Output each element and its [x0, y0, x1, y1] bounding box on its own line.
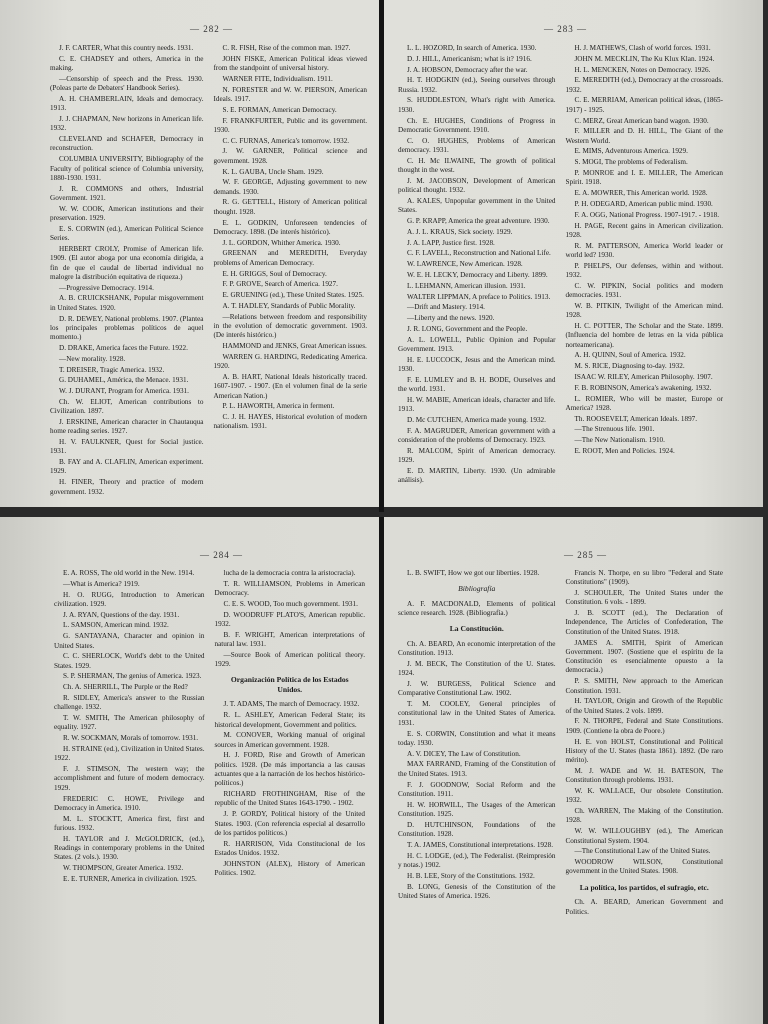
- column-left: [54, 569, 205, 886]
- bibliography-entry: F. P. GROVE, Search of America. 1927.: [222, 280, 338, 289]
- bibliography-entry: D. R. DEWEY, National problems. 1907. (Plantea los principales problemas políticos de aquel momento.): [50, 314, 204, 342]
- bibliography-entry: H. C. LODGE, (ed.), The Federalist. (Reimpresión y notas.) 1902.: [398, 851, 556, 869]
- bibliography-entry: D. J. HILL, Americanism; what is it? 1916.: [407, 54, 532, 63]
- entry-group: [566, 898, 724, 917]
- bibliography-entry: W. B. PITKIN, Twilight of the American mind. 1928.: [565, 301, 723, 320]
- bibliography-entry: —Relations between freedom and responsibility in the evolution of democratic government. 1903. (De interés histórico.): [213, 312, 367, 340]
- bibliography-entry: Ch. A. SHERRILL, The Purple or the Red?: [63, 683, 188, 692]
- bibliography-entry: —Censorship of speech and the Press. 1930. (Poleas parte de Debaters' Handbook Series).: [50, 74, 204, 93]
- bibliography-entry: G. SANTAYANA, Character and opinion in United States.: [54, 632, 205, 650]
- bibliography-entry: C. E. S. WOOD, Too much government. 1931.: [223, 599, 358, 608]
- bibliography-entry: D. Mc CUTCHEN, America made young. 1932.: [407, 416, 546, 425]
- column-right: [566, 569, 724, 918]
- bibliography-entry: A. KALES, Unpopular government in the United States.: [398, 196, 556, 215]
- bibliography-entry: J. W. GARNER, Political science and government. 1928.: [213, 147, 367, 165]
- bibliography-entry: R. MALCOM, Spirit of American democracy. 1929.: [398, 447, 556, 465]
- bibliography-entry: T. R. WILLIAMSON, Problems in American Democracy.: [214, 579, 365, 598]
- entry-group: [566, 569, 724, 877]
- bibliography-entry: C. C. FURNAS, America's tomorrow. 1932.: [222, 136, 350, 145]
- page-285: [384, 517, 763, 1024]
- bibliography-entry: lucha de la democracia contra la aristocracia).: [223, 569, 356, 577]
- bibliography-entry: Ch. A. BEARD, American Government and Politics.: [565, 898, 723, 916]
- bibliography-entry: T. W. SMITH, The American philosophy of equality. 1927.: [54, 714, 205, 732]
- bibliography-entry: JOHN FISKE, American Political ideas viewed from the standpoint of universal history.: [213, 54, 367, 73]
- bibliography-entry: A. J. L. KRAUS, Sick society. 1929.: [407, 227, 513, 236]
- bibliography-entry: J. SCHOULER, The United States under the Constitution. 6 vols. - 1899.: [565, 589, 723, 607]
- bibliography-entry: Francis N. Thorpe, en su libro "Federal and State Constitutions" (1909).: [565, 569, 723, 587]
- bibliography-entry: C. MERZ, Great American band wagon. 1930.: [574, 116, 709, 125]
- page-number: — 283 —: [544, 24, 587, 34]
- bibliography-entry: E. H. GRIGGS, Soul of Democracy.: [222, 269, 327, 278]
- page-number: — 284 —: [200, 550, 243, 560]
- bibliography-entry: W. J. DURANT, Program for America. 1931.: [59, 387, 189, 396]
- bibliography-entry: E. MIMS, Adventurous America. 1929.: [574, 147, 688, 156]
- bibliography-entry: H. J. MATHEWS, Clash of world forces. 1931.: [574, 44, 711, 52]
- bibliography-entry: HAMMOND and JENKS, Great American issues.: [222, 342, 367, 351]
- bibliography-entry: S. MOGI, The problems of Federalism.: [574, 158, 688, 167]
- bibliography-entry: H. V. FAULKNER, Quest for Social justice. 1931.: [50, 438, 204, 456]
- bibliography-entry: COLUMBIA UNIVERSITY, Bibliography of the Faculty of political science of Columbia university, 1880-1930. 1931.: [50, 155, 204, 182]
- bibliography-entry: J. J. CHAPMAN, New horizons in American life. 1932.: [50, 115, 204, 133]
- bibliography-entry: —The Strenuous life. 1901.: [574, 425, 655, 434]
- bibliography-entry: J. M. BECK, The Constitution of the U. States. 1924.: [398, 659, 556, 678]
- book-spine: [379, 0, 384, 512]
- bibliography-entry: —New morality. 1928.: [59, 354, 126, 363]
- bibliography-entry: —The Constitutional Law of the United States.: [574, 847, 711, 856]
- column-left: [398, 569, 556, 918]
- bibliography-entry: M. CONOVER, Working manual of original sources in American government. 1928.: [214, 731, 365, 749]
- page-282: [0, 0, 379, 507]
- bibliography-entry: H. O. RUGG, Introduction to American civilization. 1929.: [54, 590, 205, 608]
- bibliography-entry: L. L. HOZORD, In search of America. 1930.: [407, 44, 537, 52]
- bibliography-entry: E. ROOT, Men and Policies. 1924.: [574, 447, 675, 456]
- bibliography-entry: D. DRAKE, America faces the Future. 1922.: [59, 343, 188, 352]
- bibliography-entry: N. FORESTER and W. W. PIERSON, American Ideals. 1917.: [213, 85, 367, 103]
- bibliography-entry: H. TAYLOR and J. McGOLDRICK, (ed.), Readings in contemporary problems in the United States. (2 vols.). 1930.: [54, 834, 205, 862]
- bibliography-entry: W. F. GEORGE, Adjusting government to new demands. 1930.: [213, 178, 367, 196]
- bibliography-entry: Ch. A. BEARD, An economic interpretation of the Constitution. 1913.: [398, 639, 556, 658]
- bibliography-entry: R. G. GETTELL, History of American political thought. 1928.: [213, 198, 367, 216]
- bibliography-entry: CLEVELAND and SCHAFER, Democracy in reconstruction.: [50, 135, 204, 153]
- bibliography-entry: WARREN G. HARDING, Rededicating America. 1920.: [213, 352, 367, 371]
- bibliography-entry: H. C. POTTER, The Scholar and the State. 1899. (Influencia del hombre de letras en la vida pública norteamericana).: [565, 322, 723, 349]
- bibliography-entry: R. HARRISON, Vida Constitucional de los Estados Unidos. 1932.: [214, 839, 365, 857]
- bibliography-entry: R. M. PATTERSON, America World leader or world led? 1930.: [565, 241, 723, 259]
- page-number: — 282 —: [190, 24, 233, 34]
- bibliography-entry: B. LONG, Genesis of the Constitution of the United States of America. 1926.: [398, 882, 556, 900]
- bibliography-entry: G. DUHAMEL, América, the Menace. 1931.: [59, 376, 189, 385]
- column-right: [566, 44, 724, 487]
- bibliography-entry: RICHARD FROTHINGHAM, Rise of the republic of the United States 1643-1790. - 1902.: [214, 790, 365, 808]
- book-spine: [379, 517, 384, 1024]
- bibliography-entry: S. E. FORMAN, American Democracy.: [222, 105, 337, 114]
- section-title: La política, los partidos, el sufragio, etc.: [579, 882, 709, 892]
- bibliography-entry: A. H. CHAMBERLAIN, Ideals and democracy. 1913.: [50, 94, 204, 113]
- bibliography-entry: M. L. STOCKTT, America first, first and furious. 1932.: [54, 814, 205, 832]
- bibliography-entry: —Liberty and the news. 1920.: [407, 314, 495, 323]
- bibliography-entry: MAX FARRAND, Framing of the Constitution of the United States. 1913.: [398, 760, 556, 778]
- bibliography-entry: W. THOMPSON, Greater America. 1932.: [63, 864, 184, 873]
- bibliography-entry: H. L. MENCKEN, Notes on Democracy. 1926.: [574, 65, 711, 74]
- bibliography-entry: JOHNSTON (ALEX), History of American Politics. 1902.: [214, 859, 365, 878]
- bibliography-entry: B. F. WRIGHT, American interpretations of natural law. 1931.: [214, 630, 365, 649]
- entry-group: [215, 700, 366, 878]
- bibliography-entry: S. P. SHERMAN, The genius of America. 1923.: [63, 672, 202, 681]
- page-columns: [50, 44, 367, 498]
- bibliography-entry: WARNER FITE, Individualism. 1911.: [222, 74, 333, 83]
- page-283: [384, 0, 763, 507]
- bibliography-entry: J. R. LONG, Government and the People.: [407, 325, 528, 334]
- bibliography-entry: H. TAYLOR, Origin and Growth of the Republic of the United States. 2 vols. 1899.: [565, 697, 723, 715]
- bibliography-entry: K. L. GAUBA, Uncle Sham. 1929.: [222, 167, 324, 176]
- bibliography-entry: L. ROMIER, Who will be master, Europe or America? 1928.: [565, 394, 723, 412]
- page-columns: [398, 44, 723, 487]
- bibliography-entry: WALTER LIPPMAN, A preface to Politics. 1913.: [407, 292, 551, 301]
- bibliography-entry: J. F. CARTER, What this country needs. 1931.: [59, 44, 194, 52]
- bibliography-entry: W. W. COOK, American institutions and their preservation. 1929.: [50, 204, 204, 223]
- bibliography-entry: C. J. H. HAYES, Historical evolution of modern nationalism. 1931.: [213, 413, 367, 431]
- bibliography-entry: E. D. MARTIN, Liberty. 1930. (Un admirable análisis).: [398, 467, 556, 485]
- entry-group: [398, 640, 556, 901]
- bibliography-entry: C. F. LAVELL, Reconstruction and National Life.: [407, 249, 551, 258]
- bibliography-entry: W. W. WILLOUGHBY (ed.), The American Constitutional System. 1904.: [565, 827, 723, 845]
- bibliography-entry: A. H. QUINN, Soul of America. 1932.: [574, 351, 686, 360]
- bibliography-entry: M. J. WADE and W. H. BATESON, The Constitution through problems. 1931.: [565, 766, 723, 785]
- bibliography-entry: HERBERT CROLY, Promise of American life. 1909. (El autor aboga por una economía dirigida, a fin de que el caudal de libertad individual no malogre la distribución equitativa de riqueza.): [50, 244, 204, 281]
- bibliography-entry: E. L. GODKIN, Unforeseen tendencies of Democracy. 1898. (De interés histórico).: [213, 218, 367, 236]
- bibliography-entry: JAMES A. SMITH, Spirit of American Government. 1907. (Sostiene que el espíritu de la Constitución es esencialmente opuesto a la democracia.): [565, 638, 723, 675]
- bibliography-entry: —What is America? 1919.: [63, 579, 140, 588]
- bibliography-entry: P. MONROE and I. E. MILLER, The American Spirit. 1918.: [565, 169, 723, 187]
- bibliography-entry: J. B. SCOTT (ed.), The Declaration of Independence, The Articles of Confederation, The Constitution of the United States. 1918.: [565, 609, 723, 636]
- column-right: [214, 44, 368, 498]
- bibliography-entry: J. M. JACOBSON, Development of American political thought. 1932.: [398, 176, 556, 195]
- bibliography-entry: H. T. HODGKIN (ed.), Seeing ourselves through Russia. 1932.: [398, 76, 556, 94]
- bibliography-entry: E. MEREDITH (ed.), Democracy at the crossroads. 1932.: [565, 76, 723, 94]
- column-right: [215, 569, 366, 886]
- bibliography-entry: J. T. ADAMS, The march of Democracy. 1932.: [223, 700, 360, 709]
- column-left: [50, 44, 204, 498]
- bibliography-entry: E. S. CORWIN (ed.), American Political Science Series.: [50, 224, 204, 243]
- bibliography-entry: —Source Book of American political theory. 1929.: [214, 650, 365, 669]
- bibliography-entry: A. T. HADLEY, Standards of Public Morality.: [222, 301, 356, 310]
- bibliography-entry: A. L. LOWELL, Public Opinion and Popular Government. 1913.: [398, 335, 556, 354]
- bibliography-entry: Th. ROOSEVELT, American Ideals. 1897.: [574, 414, 698, 423]
- bibliography-entry: C. W. PIPKIN, Social politics and modern democracies. 1931.: [565, 281, 723, 300]
- bibliography-entry: H. PAGE, Recent gains in American civilization. 1928.: [565, 221, 723, 239]
- bibliography-entry: R. L. ASHLEY, American Federal State; its historical development, Government and politics.: [214, 711, 365, 729]
- bibliography-entry: E. E. TURNER, America in civilization. 1925.: [63, 874, 197, 883]
- bibliography-entry: J. ERSKINE, American character in Chautauqua home reading series. 1927.: [50, 417, 204, 436]
- bibliography-entry: C. H. Mc ILWAINE, The growth of political thought in the west.: [398, 156, 556, 175]
- bibliography-entry: C. R. FISH, Rise of the common man. 1927.: [222, 44, 351, 52]
- bibliography-entry: H. E. LUCCOCK, Jesus and the American mind. 1930.: [398, 355, 556, 374]
- bibliography-entry: J. A. RYAN, Questions of the day. 1931.: [63, 610, 180, 619]
- bibliography-entry: ISAAC W. RILEY, American Philosophy. 1907.: [574, 373, 713, 381]
- bibliography-entry: F. N. THORPE, Federal and State Constitutions. 1909. (Contiene la obra de Poore.): [565, 717, 723, 735]
- entry-group: [398, 569, 556, 578]
- bibliography-entry: B. FAY and A. CLAFLIN, American experiment. 1929.: [50, 458, 204, 476]
- bibliography-entry: L. SAMSON, American mind. 1932.: [63, 621, 169, 630]
- bibliography-entry: G. P. KRAPP, America the great adventure. 1930.: [407, 217, 550, 226]
- bibliography-entry: F. B. ROBINSON, America's awakening. 1932.: [574, 383, 712, 392]
- bibliography-entry: H. W. MABIE, American ideals, character and life. 1913.: [398, 396, 556, 414]
- bibliography-entry: S. HUDDLESTON, What's right with America. 1930.: [398, 96, 556, 114]
- bibliography-entry: D. WOODRUFF PLATO'S, American republic. 1932.: [214, 610, 365, 628]
- bibliography-entry: E. A. ROSS, The old world in the New. 1914.: [63, 569, 195, 577]
- bibliography-entry: J. P. GORDY, Political history of the United States. 1903. (Con referencia especial al desarrollo de los partidos políticos.): [214, 810, 365, 837]
- bibliography-entry: —Drift and Mastery. 1914.: [407, 303, 485, 312]
- bibliography-entry: H. B. LEE, Story of the Constitutions. 1932.: [407, 871, 535, 880]
- bibliography-entry: E. GRUENING (ed.), These United States. 1925.: [222, 291, 364, 300]
- bibliography-entry: J. R. COMMONS and others, Industrial Government. 1921.: [50, 184, 204, 202]
- bibliography-entry: P. S. SMITH, New approach to the American Constitution. 1931.: [565, 677, 723, 695]
- bibliography-entry: A. F. MACDONALD, Elements of political science research. 1928. (Bibliografía.): [398, 599, 556, 618]
- bibliography-entry: F. E. LUMLEY and B. H. BODE, Ourselves and the world. 1931.: [398, 376, 556, 394]
- bibliography-entry: W. E. H. LECKY, Democracy and Liberty. 1899.: [407, 271, 548, 280]
- bibliography-entry: T. M. COOLEY, General principles of constitutional law in the United States of America. 1931.: [398, 700, 556, 727]
- bibliography-entry: F. FRANKFURTER, Public and its government. 1930.: [213, 116, 367, 134]
- page-284: [0, 517, 379, 1024]
- section-title: La Constitución.: [449, 624, 504, 634]
- bibliography-entry: F. J. GOODNOW, Social Reform and the Constitution. 1911.: [398, 780, 556, 798]
- section-title: Organización Política de los Estados Unidos.: [230, 675, 349, 694]
- bibliography-entry: R. SIDLEY, America's answer to the Russian challenge. 1932.: [54, 694, 205, 712]
- bibliography-entry: L. B. SWIFT, How we got our liberties. 1928.: [407, 569, 540, 577]
- bibliography-entry: F. A. MAGRUDER, American government with a consideration of the problems of Democracy. 1923.: [398, 426, 556, 445]
- page-columns: [54, 569, 365, 886]
- bibliography-entry: FREDERIC C. HOWE, Privilege and Democracy in America. 1910.: [54, 794, 205, 812]
- bibliography-entry: T. A. JAMES, Constitutional interpretations. 1928.: [407, 840, 554, 849]
- bibliography-entry: L. LEHMANN, American illusion. 1931.: [407, 281, 526, 290]
- bibliography-entry: P. L. HAWORTH, America in ferment.: [222, 402, 335, 411]
- entry-group: [398, 600, 556, 619]
- bibliography-entry: F. MILLER and D. H. HILL, The Giant of the Western World.: [565, 127, 723, 145]
- bibliography-entry: Ch. W. ELIOT, American contributions to Civilization. 1897.: [50, 397, 204, 416]
- column-left: [398, 44, 556, 487]
- bibliography-entry: E. A. MOWRER, This American world. 1928.: [574, 189, 708, 198]
- bibliography-entry: E. S. CORWIN, Constitution and what it means today. 1930.: [398, 729, 556, 747]
- bibliography-entry: A. B. CRUICKSHANK, Popular misgovernment in United States. 1920.: [50, 294, 204, 312]
- page-number: — 285 —: [564, 550, 607, 560]
- bibliography-entry: H. W. HORWILL, The Usages of the American Constitution. 1925.: [398, 800, 556, 818]
- bibliography-entry: C. O. HUGHES, Problems of American democracy. 1931.: [398, 136, 556, 154]
- bibliography-entry: GREENAN and MEREDITH, Everyday problems of American Democracy.: [213, 249, 367, 267]
- bibliography-entry: J. A. LAPP, Justice first. 1928.: [407, 238, 495, 247]
- page-columns: [398, 569, 723, 918]
- bibliography-entry: W. LAWRENCE, New American. 1928.: [407, 260, 523, 269]
- entry-group: [215, 569, 366, 669]
- bibliography-entry: Ch. WARREN, The Making of the Constitution. 1928.: [565, 807, 723, 825]
- bibliography-entry: A. B. HART, National Ideals historically traced. 1607-1907. - 1907. (En el volumen final de la serie American Nation.): [213, 373, 367, 400]
- bibliography-entry: D. HUTCHINSON, Foundations of the Constitution. 1928.: [398, 820, 556, 839]
- bibliography-entry: F. A. OGG, National Progress. 1907-1917. - 1918.: [574, 210, 720, 219]
- bibliography-entry: C. E. MERRIAM, American political ideas, (1865-1917) - 1925.: [565, 96, 723, 114]
- bibliography-entry: Ch. E. HUGHES, Conditions of Progress in Democratic Government. 1910.: [398, 116, 556, 134]
- bibliography-entry: R. W. SOCKMAN, Morals of tomorrow. 1931.: [63, 734, 199, 743]
- bibliography-entry: JOHN M. MECKLIN, The Ku Klux Klan. 1924.: [574, 54, 715, 63]
- bibliography-entry: C. E. CHADSEY and others, America in the making.: [50, 54, 204, 73]
- bibliography-entry: H. J. FORD, Rise and Growth of American politics. 1928. (De más importancia a las causas actuantes que a la narración de los hechos histórico-políticos.): [214, 751, 365, 788]
- section-title: Bibliografía: [458, 584, 496, 594]
- bibliography-entry: J. L. GORDON, Whither America. 1930.: [222, 238, 341, 247]
- bibliography-entry: A. V. DICEY, The Law of Constitution.: [407, 749, 521, 758]
- bibliography-entry: P. H. ODEGARD, American public mind. 1930.: [574, 199, 713, 208]
- bibliography-entry: J. W. BURGESS, Political Science and Comparative Constitutional Law. 1902.: [398, 680, 556, 698]
- bibliography-entry: J. A. HOBSON, Democracy after the war.: [407, 65, 528, 74]
- bibliography-entry: M. S. RICE, Diagnosing to-day. 1932.: [574, 362, 685, 371]
- bibliography-entry: H. FINER, Theory and practice of modern government. 1932.: [50, 478, 204, 496]
- bibliography-entry: C. C. SHERLOCK, World's debt to the United States. 1929.: [54, 652, 205, 670]
- bibliography-entry: —Progressive Democracy. 1914.: [59, 283, 154, 292]
- bibliography-entry: H. STRAINE (ed.), Civilization in United States. 1922.: [54, 745, 205, 763]
- bibliography-entry: —The New Nationalism. 1910.: [574, 436, 665, 445]
- bibliography-entry: W. K. WALLACE, Our obsolete Constitution. 1932.: [565, 787, 723, 805]
- bibliography-entry: T. DREISER, Tragic America. 1932.: [59, 365, 165, 374]
- bibliography-entry: F. J. STIMSON, The western way; the accomplishment and future of modern democracy. 1929.: [54, 765, 205, 792]
- bibliography-entry: H. E. von HOLST, Constitutional and Political History of the U. States (hasta 1861). 1892. (De raro mérito).: [565, 737, 723, 765]
- bibliography-entry: WOODROW WILSON, Constitutional government in the United States. 1908.: [565, 858, 723, 876]
- bibliography-entry: P. PHELPS, Our defenses, within and without. 1932.: [565, 261, 723, 280]
